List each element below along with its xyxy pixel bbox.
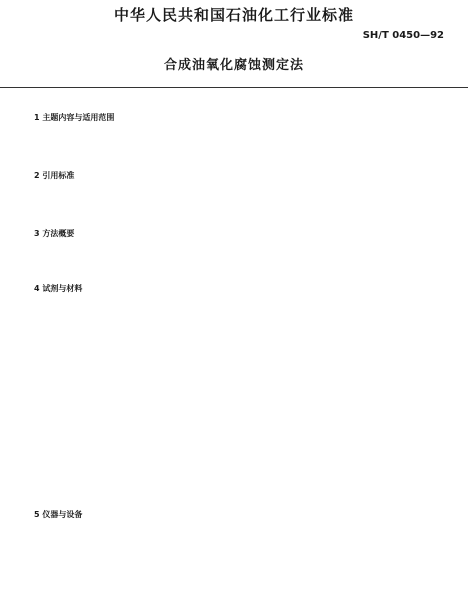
section-4-heading: 4 试剂与材料 <box>34 284 83 293</box>
section-2-heading: 2 引用标准 <box>34 171 75 180</box>
section-3-heading: 3 方法概要 <box>34 229 75 238</box>
document-title: 合成油氧化腐蚀测定法 <box>163 58 304 73</box>
standard-number: SH/T 0450—92 <box>362 30 444 41</box>
section-1-heading: 1 主题内容与适用范围 <box>34 113 115 122</box>
section-5-heading: 5 仪器与设备 <box>34 510 83 519</box>
divider <box>0 87 468 88</box>
header-title: 中华人民共和国石油化工行业标准 <box>113 6 354 24</box>
